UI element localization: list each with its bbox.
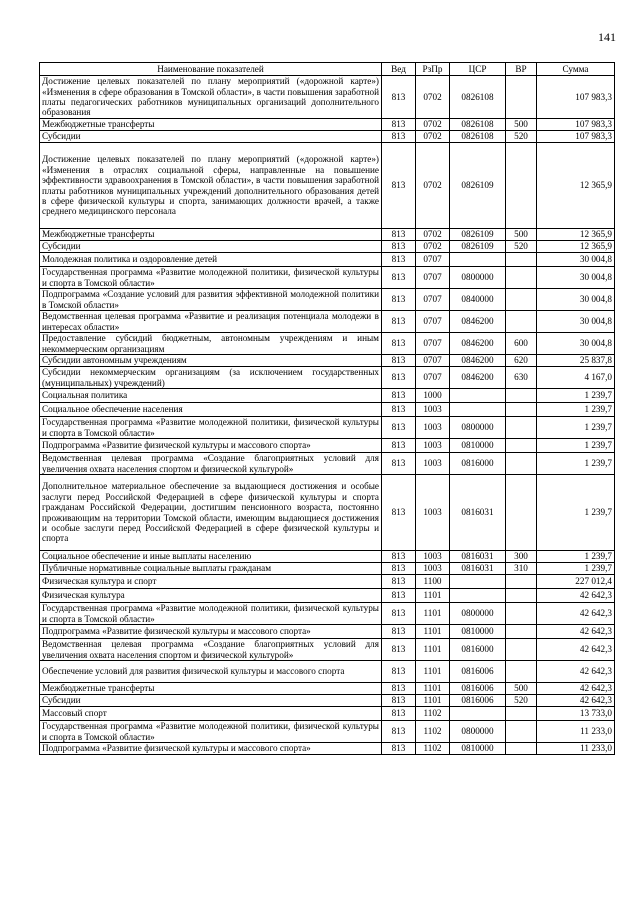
cell-vr (506, 289, 537, 311)
cell-sum: 30 004,8 (537, 289, 615, 311)
cell-vr: 620 (506, 355, 537, 367)
cell-sum: 1 239,7 (537, 403, 615, 417)
cell-csr: 0826109 (450, 143, 506, 229)
cell-name: Государственная программа «Развитие молодежной политики, физической культуры и спорта в Томской области» (40, 267, 382, 289)
table-row (40, 289, 615, 311)
cell-rzpr: 1003 (416, 453, 450, 475)
cell-csr: 0810000 (450, 625, 506, 639)
cell-rzpr: 0702 (416, 76, 450, 119)
cell-vr (506, 311, 537, 333)
cell-vr: 500 (506, 229, 537, 241)
cell-ved: 813 (382, 417, 416, 439)
cell-ved: 813 (382, 403, 416, 417)
cell-name: Подпрограмма «Развитие физической культуры и массового спорта» (40, 439, 382, 453)
cell-rzpr: 1000 (416, 389, 450, 403)
table-row (40, 475, 615, 551)
cell-sum: 42 642,3 (537, 661, 615, 683)
cell-rzpr: 1101 (416, 661, 450, 683)
cell-rzpr: 1003 (416, 403, 450, 417)
table-row (40, 639, 615, 661)
cell-name: Ведомственная целевая программа «Создание благоприятных условий для увеличения охвата населения спортом и физической культурой» (40, 453, 382, 475)
cell-name: Ведомственная целевая программа «Создание благоприятных условий для увеличения охвата населения спортом и физической культурой» (40, 639, 382, 661)
cell-rzpr: 1101 (416, 639, 450, 661)
cell-rzpr: 0702 (416, 119, 450, 131)
cell-vr (506, 661, 537, 683)
cell-rzpr: 0702 (416, 143, 450, 229)
cell-name: Обеспечение условий для развития физической культуры и массового спорта (40, 661, 382, 683)
cell-name: Достижение целевых показателей по плану мероприятий («дорожной карте») «Изменения в отраслях социальной сферы, направленные на повышение эффективности здравоохранения в Томской области», в части повышения заработной платы работников муниципальных учреждений дополнительного образования детей в сфере физической культуры и спорта, занимающих должности врачей, а также среднего медицинского персонала (40, 143, 382, 229)
cell-sum: 107 983,3 (537, 131, 615, 143)
cell-vr (506, 453, 537, 475)
cell-ved: 813 (382, 355, 416, 367)
cell-name: Государственная программа «Развитие молодежной политики, физической культуры и спорта в Томской области» (40, 417, 382, 439)
cell-sum: 25 837,8 (537, 355, 615, 367)
cell-csr: 0846200 (450, 355, 506, 367)
cell-rzpr: 1102 (416, 743, 450, 755)
cell-sum: 1 239,7 (537, 417, 615, 439)
table-row (40, 695, 615, 707)
cell-csr: 0816000 (450, 639, 506, 661)
cell-vr: 600 (506, 333, 537, 355)
cell-sum: 42 642,3 (537, 603, 615, 625)
cell-sum: 1 239,7 (537, 475, 615, 551)
cell-vr (506, 389, 537, 403)
page-number: 141 (598, 30, 616, 44)
cell-ved: 813 (382, 389, 416, 403)
cell-csr: 0810000 (450, 743, 506, 755)
cell-name: Межбюджетные трансферты (40, 229, 382, 241)
cell-ved: 813 (382, 575, 416, 589)
cell-sum: 13 733,0 (537, 707, 615, 721)
cell-vr (506, 625, 537, 639)
column-header-vr: ВР (506, 63, 537, 76)
cell-ved: 813 (382, 639, 416, 661)
cell-sum: 12 365,9 (537, 229, 615, 241)
cell-ved: 813 (382, 311, 416, 333)
cell-ved: 813 (382, 661, 416, 683)
cell-csr: 0816006 (450, 695, 506, 707)
cell-rzpr: 0707 (416, 355, 450, 367)
table-row (40, 131, 615, 143)
cell-rzpr: 1003 (416, 551, 450, 563)
cell-ved: 813 (382, 563, 416, 575)
table-header-row (40, 63, 615, 76)
cell-ved: 813 (382, 131, 416, 143)
column-header-ved: Вед (382, 63, 416, 76)
cell-name: Социальное обеспечение населения (40, 403, 382, 417)
cell-csr: 0826108 (450, 119, 506, 131)
cell-name: Предоставление субсидий бюджетным, автономным учреждениям и иным некоммерческим организациям (40, 333, 382, 355)
cell-name: Молодежная политика и оздоровление детей (40, 253, 382, 267)
cell-vr (506, 603, 537, 625)
cell-rzpr: 1003 (416, 439, 450, 453)
table-row (40, 241, 615, 253)
cell-csr: 0800000 (450, 721, 506, 743)
cell-sum: 1 239,7 (537, 389, 615, 403)
cell-vr (506, 575, 537, 589)
cell-name: Подпрограмма «Развитие физической культуры и массового спорта» (40, 625, 382, 639)
cell-sum: 42 642,3 (537, 589, 615, 603)
cell-rzpr: 1102 (416, 721, 450, 743)
cell-vr: 300 (506, 551, 537, 563)
cell-rzpr: 0707 (416, 367, 450, 389)
cell-rzpr: 0702 (416, 131, 450, 143)
cell-csr: 0800000 (450, 603, 506, 625)
cell-rzpr: 1101 (416, 589, 450, 603)
cell-vr (506, 267, 537, 289)
cell-vr: 520 (506, 241, 537, 253)
cell-csr: 0846200 (450, 333, 506, 355)
cell-csr (450, 707, 506, 721)
cell-vr (506, 143, 537, 229)
cell-csr: 0816031 (450, 551, 506, 563)
cell-ved: 813 (382, 707, 416, 721)
cell-vr (506, 76, 537, 119)
cell-rzpr: 0707 (416, 289, 450, 311)
table-row (40, 119, 615, 131)
cell-ved: 813 (382, 253, 416, 267)
table-row (40, 367, 615, 389)
cell-rzpr: 0707 (416, 253, 450, 267)
cell-sum: 30 004,8 (537, 333, 615, 355)
cell-csr (450, 389, 506, 403)
cell-csr: 0840000 (450, 289, 506, 311)
cell-sum: 11 233,0 (537, 721, 615, 743)
table-row (40, 143, 615, 229)
cell-name: Подпрограмма «Развитие физической культуры и массового спорта» (40, 743, 382, 755)
cell-csr: 0800000 (450, 267, 506, 289)
table-row (40, 76, 615, 119)
cell-name: Государственная программа «Развитие молодежной политики, физической культуры и спорта в Томской области» (40, 603, 382, 625)
cell-vr: 630 (506, 367, 537, 389)
cell-rzpr: 1101 (416, 603, 450, 625)
table-row (40, 661, 615, 683)
cell-rzpr: 1101 (416, 683, 450, 695)
table-row (40, 453, 615, 475)
cell-csr (450, 589, 506, 603)
cell-name: Ведомственная целевая программа «Развитие и реализация потенциала молодежи в интересах области» (40, 311, 382, 333)
table-row (40, 551, 615, 563)
cell-name: Подпрограмма «Создание условий для развития эффективной молодежной политики в Томской области» (40, 289, 382, 311)
cell-vr: 500 (506, 119, 537, 131)
cell-name: Социальная политика (40, 389, 382, 403)
cell-ved: 813 (382, 267, 416, 289)
cell-name: Социальное обеспечение и иные выплаты населению (40, 551, 382, 563)
cell-sum: 42 642,3 (537, 695, 615, 707)
cell-csr: 0826108 (450, 76, 506, 119)
cell-vr (506, 417, 537, 439)
cell-name: Межбюджетные трансферты (40, 119, 382, 131)
cell-sum: 1 239,7 (537, 439, 615, 453)
cell-vr: 310 (506, 563, 537, 575)
column-header-sum: Сумма (537, 63, 615, 76)
cell-vr (506, 707, 537, 721)
budget-table (39, 62, 615, 755)
table-row (40, 439, 615, 453)
cell-csr: 0816031 (450, 475, 506, 551)
cell-ved: 813 (382, 333, 416, 355)
cell-rzpr: 1101 (416, 695, 450, 707)
cell-sum: 1 239,7 (537, 551, 615, 563)
cell-rzpr: 1101 (416, 625, 450, 639)
table-row (40, 603, 615, 625)
cell-sum: 107 983,3 (537, 119, 615, 131)
cell-vr (506, 403, 537, 417)
cell-ved: 813 (382, 721, 416, 743)
cell-csr: 0816000 (450, 453, 506, 475)
cell-name: Субсидии (40, 241, 382, 253)
cell-csr (450, 253, 506, 267)
cell-sum: 227 012,4 (537, 575, 615, 589)
cell-rzpr: 1100 (416, 575, 450, 589)
table-row (40, 333, 615, 355)
cell-name: Публичные нормативные социальные выплаты гражданам (40, 563, 382, 575)
cell-ved: 813 (382, 683, 416, 695)
cell-rzpr: 1003 (416, 475, 450, 551)
cell-csr: 0826109 (450, 241, 506, 253)
cell-sum: 4 167,0 (537, 367, 615, 389)
column-header-csr: ЦСР (450, 63, 506, 76)
cell-vr: 520 (506, 695, 537, 707)
cell-sum: 30 004,8 (537, 311, 615, 333)
cell-vr (506, 639, 537, 661)
table-row (40, 417, 615, 439)
table-row (40, 589, 615, 603)
cell-rzpr: 0702 (416, 229, 450, 241)
cell-sum: 107 983,3 (537, 76, 615, 119)
table-row (40, 229, 615, 241)
cell-sum: 11 233,0 (537, 743, 615, 755)
table-row (40, 355, 615, 367)
table-body (40, 76, 615, 755)
cell-vr (506, 439, 537, 453)
cell-ved: 813 (382, 229, 416, 241)
cell-sum: 1 239,7 (537, 563, 615, 575)
cell-rzpr: 0702 (416, 241, 450, 253)
cell-csr: 0826109 (450, 229, 506, 241)
cell-ved: 813 (382, 743, 416, 755)
cell-name: Дополнительное материальное обеспечение за выдающиеся достижения и особые заслуги перед Российской Федерацией в сфере физической культуры и спорта гражданам Российской Федерации, достигшим пенсионного возраста, постоянно проживающим на территории Томской области, имеющим выдающиеся достижения и особые заслуги перед Российской Федерацией в сфере физической культуры и спорта (40, 475, 382, 551)
cell-ved: 813 (382, 589, 416, 603)
table-row (40, 403, 615, 417)
cell-ved: 813 (382, 475, 416, 551)
column-header-name: Наименование показателей (40, 63, 382, 76)
cell-csr: 0810000 (450, 439, 506, 453)
cell-vr (506, 589, 537, 603)
table-row (40, 743, 615, 755)
cell-sum: 42 642,3 (537, 639, 615, 661)
cell-vr (506, 253, 537, 267)
cell-ved: 813 (382, 439, 416, 453)
table-row (40, 267, 615, 289)
cell-name: Физическая культура (40, 589, 382, 603)
cell-csr (450, 403, 506, 417)
cell-csr: 0846200 (450, 367, 506, 389)
cell-name: Государственная программа «Развитие молодежной политики, физической культуры и спорта в Томской области» (40, 721, 382, 743)
table-row (40, 253, 615, 267)
table-row (40, 389, 615, 403)
cell-ved: 813 (382, 241, 416, 253)
cell-rzpr: 0707 (416, 267, 450, 289)
cell-vr (506, 475, 537, 551)
cell-name: Субсидии автономным учреждениям (40, 355, 382, 367)
cell-rzpr: 1003 (416, 417, 450, 439)
cell-csr: 0816006 (450, 661, 506, 683)
column-header-rzpr: РзПр (416, 63, 450, 76)
cell-sum: 30 004,8 (537, 267, 615, 289)
cell-ved: 813 (382, 551, 416, 563)
cell-rzpr: 0707 (416, 311, 450, 333)
cell-csr (450, 575, 506, 589)
cell-vr: 500 (506, 683, 537, 695)
table-row (40, 721, 615, 743)
cell-name: Массовый спорт (40, 707, 382, 721)
cell-ved: 813 (382, 119, 416, 131)
table-row (40, 683, 615, 695)
table-row (40, 625, 615, 639)
cell-name: Субсидии (40, 695, 382, 707)
cell-rzpr: 1102 (416, 707, 450, 721)
cell-sum: 1 239,7 (537, 453, 615, 475)
cell-ved: 813 (382, 143, 416, 229)
table-row (40, 311, 615, 333)
cell-vr: 520 (506, 131, 537, 143)
cell-rzpr: 1003 (416, 563, 450, 575)
cell-rzpr: 0707 (416, 333, 450, 355)
cell-csr: 0816006 (450, 683, 506, 695)
cell-sum: 42 642,3 (537, 683, 615, 695)
cell-vr (506, 721, 537, 743)
cell-sum: 30 004,8 (537, 253, 615, 267)
cell-name: Физическая культура и спорт (40, 575, 382, 589)
table-row (40, 563, 615, 575)
cell-vr (506, 743, 537, 755)
cell-csr: 0800000 (450, 417, 506, 439)
cell-sum: 42 642,3 (537, 625, 615, 639)
cell-sum: 12 365,9 (537, 143, 615, 229)
cell-ved: 813 (382, 695, 416, 707)
cell-name: Достижение целевых показателей по плану мероприятий («дорожной карте») «Изменения в сфере образования в Томской области», в части повышения заработной платы педагогических работников муниципальных организаций дополнительного образования (40, 76, 382, 119)
cell-ved: 813 (382, 603, 416, 625)
cell-csr: 0846200 (450, 311, 506, 333)
cell-ved: 813 (382, 367, 416, 389)
cell-ved: 813 (382, 625, 416, 639)
table-row (40, 575, 615, 589)
cell-name: Межбюджетные трансферты (40, 683, 382, 695)
cell-name: Субсидии (40, 131, 382, 143)
cell-ved: 813 (382, 289, 416, 311)
cell-ved: 813 (382, 453, 416, 475)
cell-name: Субсидии некоммерческим организациям (за исключением государственных (муниципальных) учреждений) (40, 367, 382, 389)
cell-sum: 12 365,9 (537, 241, 615, 253)
table-row (40, 707, 615, 721)
cell-csr: 0816031 (450, 563, 506, 575)
cell-csr: 0826108 (450, 131, 506, 143)
cell-ved: 813 (382, 76, 416, 119)
